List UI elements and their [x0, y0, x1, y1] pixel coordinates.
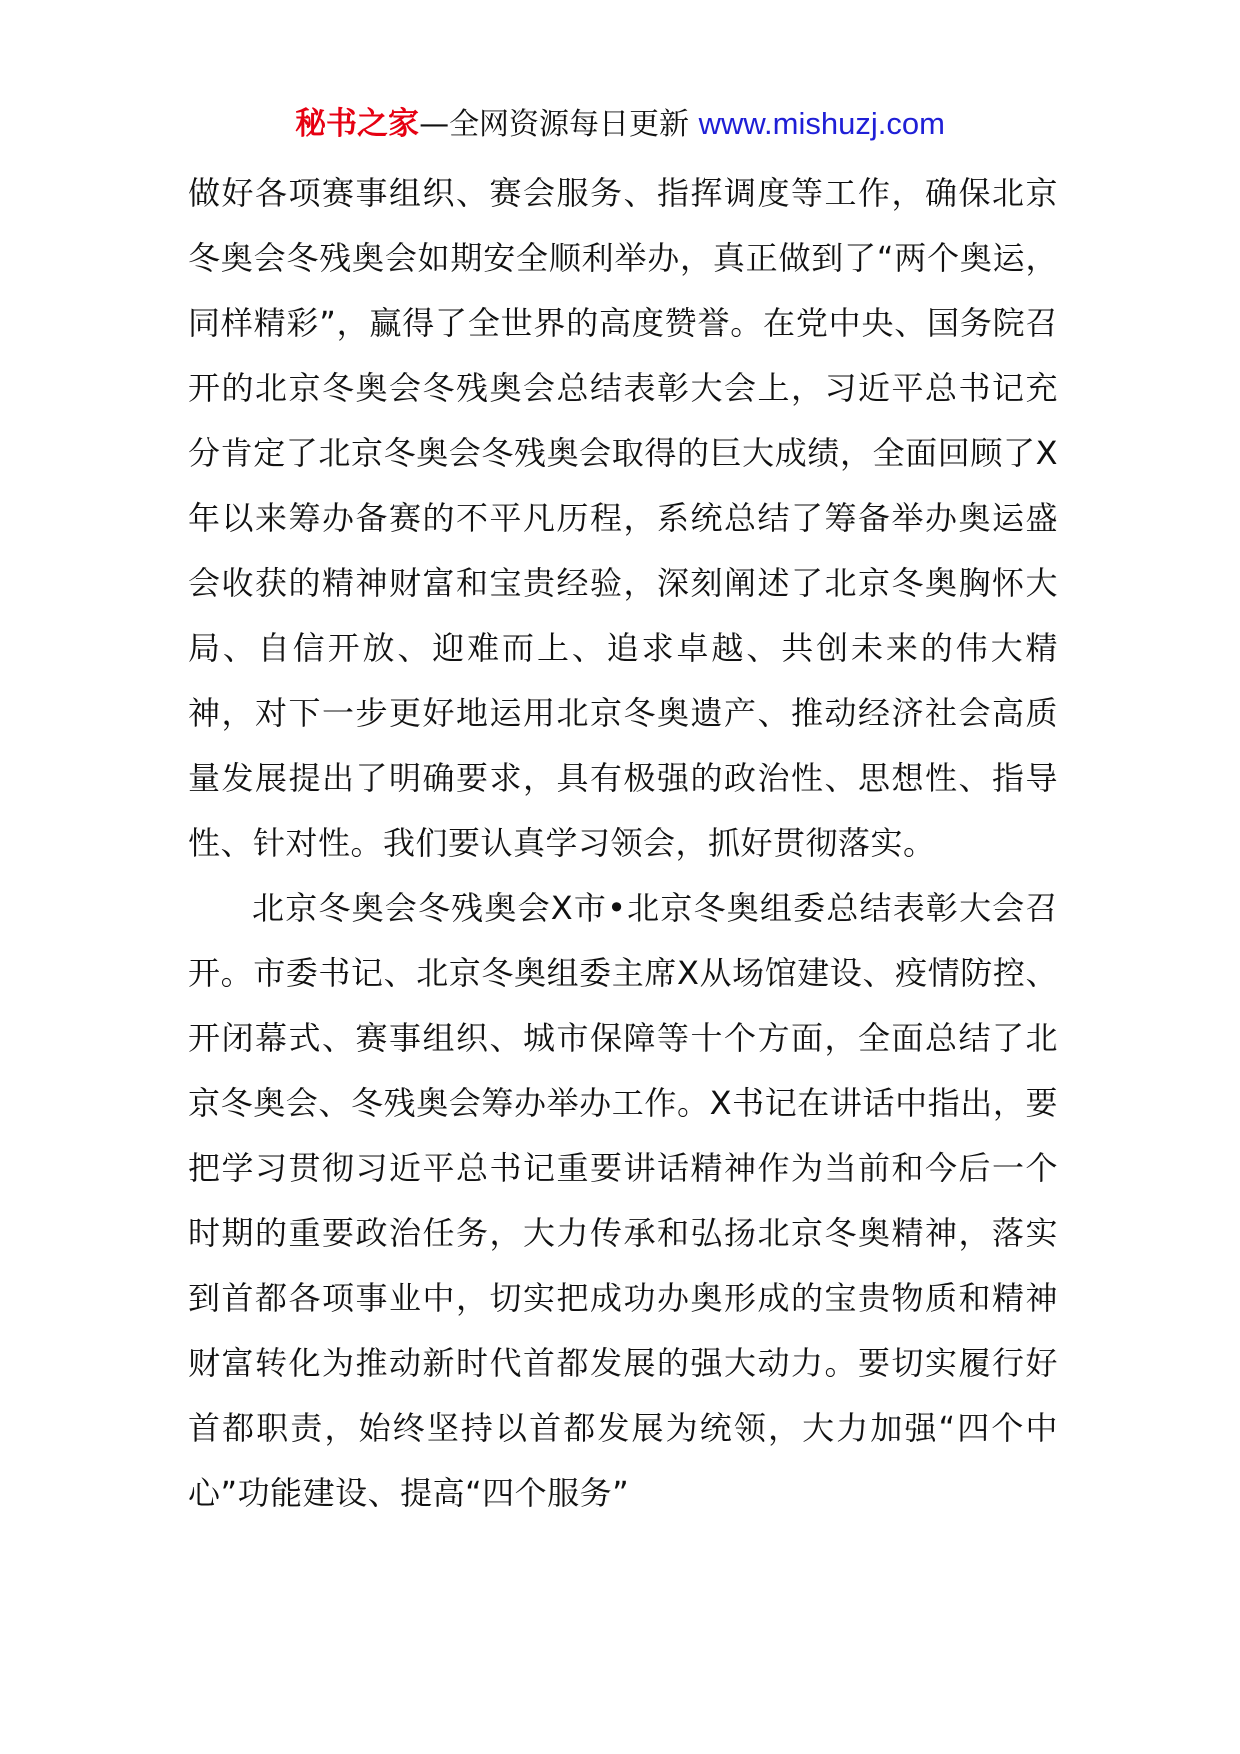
paragraph-1: 做好各项赛事组织、赛会服务、指挥调度等工作，确保北京冬奥会冬残奥会如期安全顺利举办，真正做到了“两个奥运，同样精彩”，赢得了全世界的高度赞誉。在党中央、国务院召开的北京冬奥会冬残奥会总结表彰大会上，习近平总书记充分肯定了北京冬奥会冬残奥会取得的巨大成绩，全面回顾了X年以来筹办备赛的不平凡历程，系统总结了筹备举办奥运盛会收获的精神财富和宝贵经验，深刻阐述了北京冬奥胸怀大局、自信开放、迎难而上、追求卓越、共创未来的伟大精神，对下一步更好地运用北京冬奥遗产、推动经济社会高质量发展提出了明确要求，具有极强的政治性、思想性、指导性、针对性。我们要认真学习领会，抓好贯彻落实。	[188, 174, 1058, 862]
document-body	[188, 161, 1058, 1526]
header-slogan: —全网资源每日更新	[419, 107, 699, 142]
brand-name: 秘书之家	[295, 106, 420, 142]
paragraph-2: 北京冬奥会冬残奥会X市•北京冬奥组委总结表彰大会召开。市委书记、北京冬奥组委主席X从场馆建设、疫情防控、开闭幕式、赛事组织、城市保障等十个方面，全面总结了北京冬奥会、冬残奥会筹办举办工作。X书记在讲话中指出，要把学习贯彻习近平总书记重要讲话精神作为当前和今后一个时期的重要政治任务，大力传承和弘扬北京冬奥精神，落实到首都各项事业中，切实把成功办奥形成的宝贵物质和精神财富转化为推动新时代首都发展的强大动力。要切实履行好首都职责，始终坚持以首都发展为统领，大力加强“四个中心”功能建设、提高“四个服务”	[188, 889, 1058, 1512]
website-url[interactable]: www.mishuzj.com	[698, 106, 945, 141]
page-header	[0, 100, 1240, 149]
